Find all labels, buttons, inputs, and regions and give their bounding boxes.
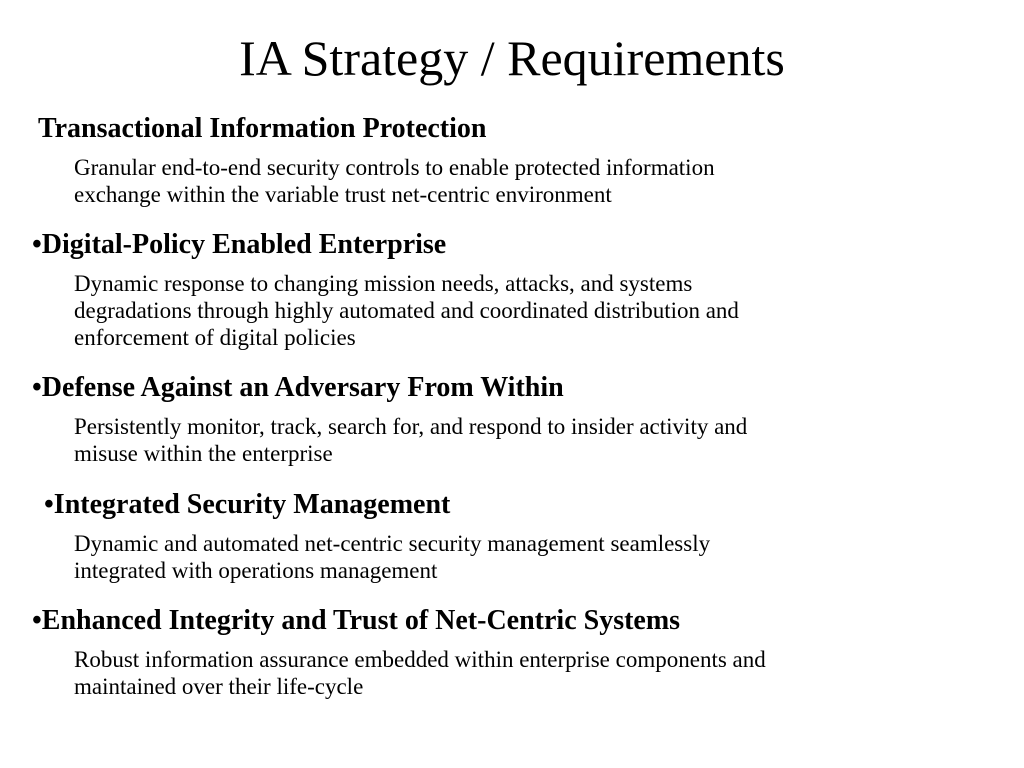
section-heading-integrated-security-management: •Integrated Security Management bbox=[44, 489, 451, 520]
section-body-integrated-security-management bbox=[74, 530, 974, 584]
body-line: misuse within the enterprise bbox=[74, 441, 333, 466]
slide-title: IA Strategy / Requirements bbox=[239, 30, 785, 86]
section-heading-transactional-information-protection: Transactional Information Protection bbox=[38, 113, 487, 144]
body-line: Persistently monitor, track, search for, and respond to insider activity and bbox=[74, 414, 748, 439]
body-line: Dynamic response to changing mission needs, attacks, and systems bbox=[74, 271, 693, 296]
section-body-digital-policy-enabled-enterprise bbox=[74, 270, 974, 351]
section-body-enhanced-integrity-and-trust bbox=[74, 646, 974, 700]
body-line: Robust information assurance embedded within enterprise components and bbox=[74, 647, 766, 672]
body-line: exchange within the variable trust net-centric environment bbox=[74, 182, 612, 207]
body-line: Granular end-to-end security controls to enable protected information bbox=[74, 155, 715, 180]
section-heading-digital-policy-enabled-enterprise: •Digital-Policy Enabled Enterprise bbox=[32, 229, 447, 260]
section-body-transactional-information-protection bbox=[74, 154, 974, 208]
body-line: Dynamic and automated net-centric security management seamlessly bbox=[74, 531, 711, 556]
body-line: degradations through highly automated and coordinated distribution and bbox=[74, 298, 739, 323]
section-heading-defense-against-adversary: •Defense Against an Adversary From Within bbox=[32, 372, 564, 403]
body-line: integrated with operations management bbox=[74, 558, 438, 583]
section-heading-enhanced-integrity-and-trust: •Enhanced Integrity and Trust of Net-Centric Systems bbox=[32, 605, 681, 636]
body-line: enforcement of digital policies bbox=[74, 325, 356, 350]
section-body-defense-against-adversary bbox=[74, 413, 974, 467]
body-line: maintained over their life-cycle bbox=[74, 674, 364, 699]
